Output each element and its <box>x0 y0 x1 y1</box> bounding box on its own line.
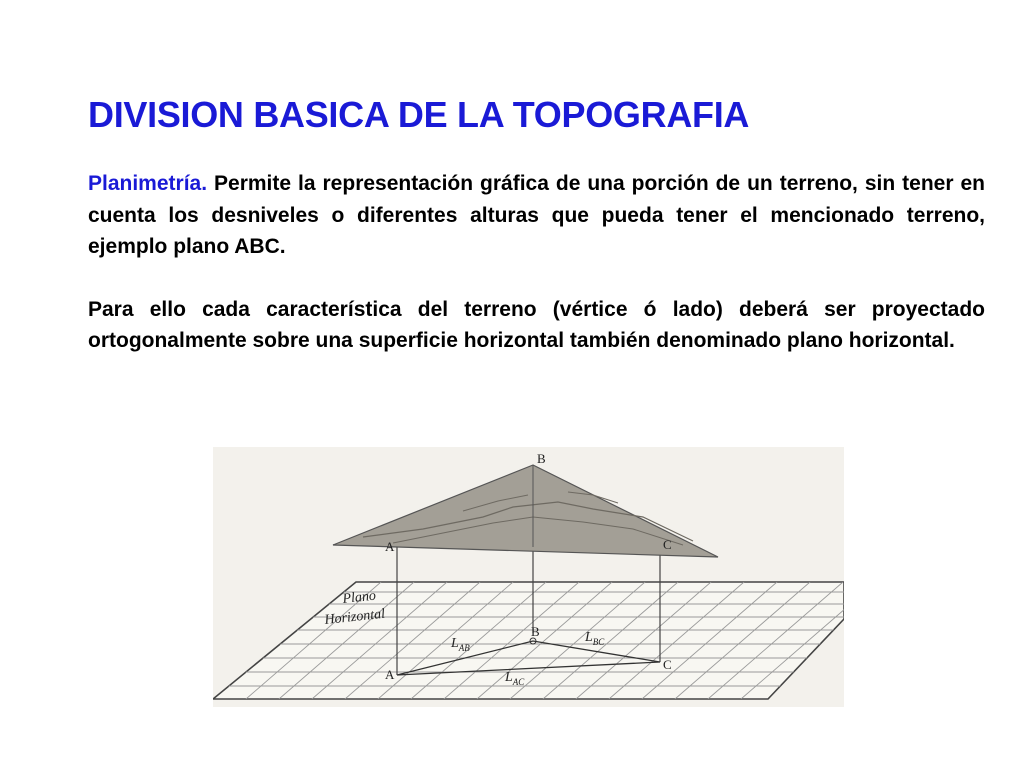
planimetry-illustration <box>213 447 844 707</box>
side-label-lab: $L_{AB}$ <box>451 636 470 653</box>
projected-vertex-c: C <box>663 657 672 672</box>
plane-label-horizontal: Horizontal <box>323 606 386 628</box>
slide-title: DIVISION BASICA DE LA TOPOGRAFIA <box>88 94 750 135</box>
projected-vertex-b: B <box>531 624 540 639</box>
terrain-vertex-c: C <box>663 537 672 552</box>
paragraph-planimetria-text: Permite la representación gráfica de una porción de un terreno, sin tener en cuenta los desniveles o diferentes alturas que pueda tener el mencionado terreno, ejemplo plano ABC. <box>88 172 985 258</box>
side-label-lac: $L_{AC}$ <box>505 670 525 687</box>
side-label-lbc: $L_{BC}$ <box>585 630 605 647</box>
planimetry-diagram <box>213 447 844 707</box>
terrain-abc <box>333 451 718 557</box>
terrain-vertex-a: A <box>385 539 395 554</box>
slide-body <box>88 168 985 357</box>
paragraph-proyeccion: Para ello cada característica del terreno (vértice ó lado) deberá ser proyectado ortogonalmente sobre una superficie horizontal también denominado plano horizontal. <box>88 297 985 352</box>
plane-label-plano: Plano <box>341 588 377 607</box>
paragraph-planimetria <box>88 168 985 263</box>
terrain-vertex-b: B <box>537 451 546 466</box>
projected-vertex-a: A <box>385 667 395 682</box>
term-planimetria: Planimetría. <box>88 172 208 195</box>
horizontal-plane <box>213 582 844 699</box>
